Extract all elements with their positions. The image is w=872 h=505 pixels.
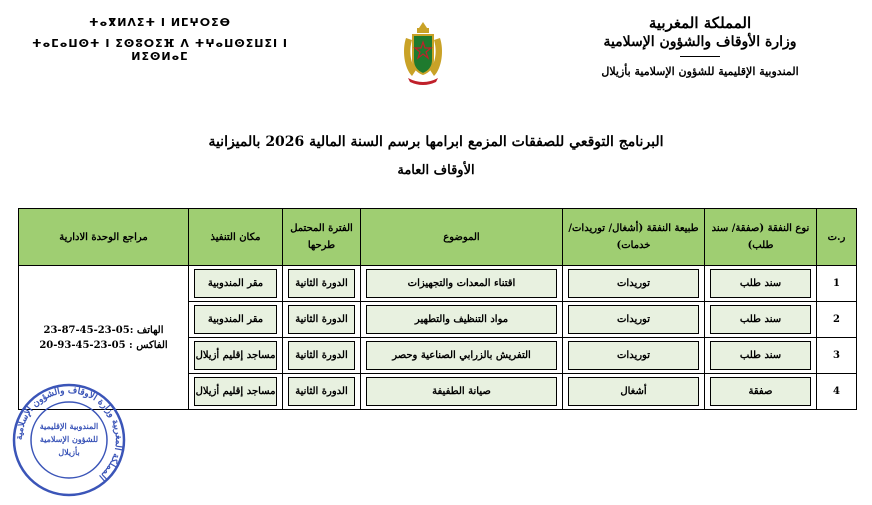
row-type: سند طلب [705,338,817,374]
row-place: مساجد إقليم أزيلال [189,338,283,374]
stamp-inner-line2: للشؤون الإسلامية [39,434,99,444]
stamp-inner-line3: بأزيلال [58,447,80,457]
fax-number: الفاكس : 05-23-45-93-20 [39,339,168,351]
row-type: سند طلب [705,266,817,302]
official-stamp-icon [10,383,128,498]
header-place: مكان التنفيذ [189,209,283,266]
stamp-outer-text: المملكة المغربية وزارة الأوقاف والشؤون الإسلامية [14,385,124,482]
row-nature: توريدات [563,266,705,302]
header-nature: طبيعة النفقة (أشغال/ توريدات/ خدمات) [563,209,705,266]
row-subject: اقتناء المعدات والتجهيزات [361,266,563,302]
row-nature: أشغال [563,374,705,410]
header-right [550,14,850,78]
row-nature: توريدات [563,338,705,374]
row-nature: توريدات [563,302,705,338]
royal-emblem-icon [400,20,446,86]
document-title: البرنامج التوقعي للصفقات المزمع ابرامها برسم السنة المالية 2026 بالميزانية [208,134,664,150]
row-place: مقر المندوبية [189,302,283,338]
ministry-title: وزارة الأوقاف والشؤون الإسلامية [603,34,797,50]
header-period: الفترة المحتمل طرحها [283,209,361,266]
stamp-inner-line1: المندوبية الإقليمية [39,421,99,431]
row-subject: مواد التنظيف والتطهير [361,302,563,338]
row-type: سند طلب [705,302,817,338]
row-period: الدورة الثانية [283,338,361,374]
procurement-table [18,208,857,410]
row-period: الدورة الثانية [283,302,361,338]
row-num: 2 [817,302,857,338]
header-type: نوع النفقة (صفقة/ سند طلب) [705,209,817,266]
kingdom-title: المملكة المغربية [648,14,752,32]
header-subject: الموضوع [361,209,563,266]
row-subject: التفريش بالزرابي الصناعية وحصر [361,338,563,374]
row-type: صفقة [705,374,817,410]
tifinagh-line-1: ⵜⴰⴳⵍⴷⵉⵜ ⵏ ⵍⵎⵖⵔⵉⴱ [88,16,231,29]
header-left-tifinagh [20,16,300,71]
header-divider [680,56,720,57]
header-num: ر.ت [817,209,857,266]
row-num: 3 [817,338,857,374]
table-row [19,266,857,302]
row-place: مساجد إقليم أزيلال [189,374,283,410]
header-reference: مراجع الوحدة الادارية [19,209,189,266]
tifinagh-line-2: ⵜⴰⵎⴰⵡⵙⵜ ⵏ ⵉⵙⵓⵔⵉⴼ ⴷ ⵜⵖⴰⵡⵙⵉⵡⵉⵏ ⵏ ⵍⵉⵙⵍⴰⵎ [32,37,288,63]
table-header-row [19,209,857,266]
row-period: الدورة الثانية [283,266,361,302]
row-period: الدورة الثانية [283,374,361,410]
phone-number: الهاتف :05-23-45-87-23 [43,324,164,336]
row-num: 1 [817,266,857,302]
delegation-title: المندوبية الإقليمية للشؤون الإسلامية بأزيلال [601,65,799,78]
row-num: 4 [817,374,857,410]
row-subject: صيانة الطفيفة [361,374,563,410]
row-place: مقر المندوبية [189,266,283,302]
document-subtitle: الأوقاف العامة [397,163,475,178]
